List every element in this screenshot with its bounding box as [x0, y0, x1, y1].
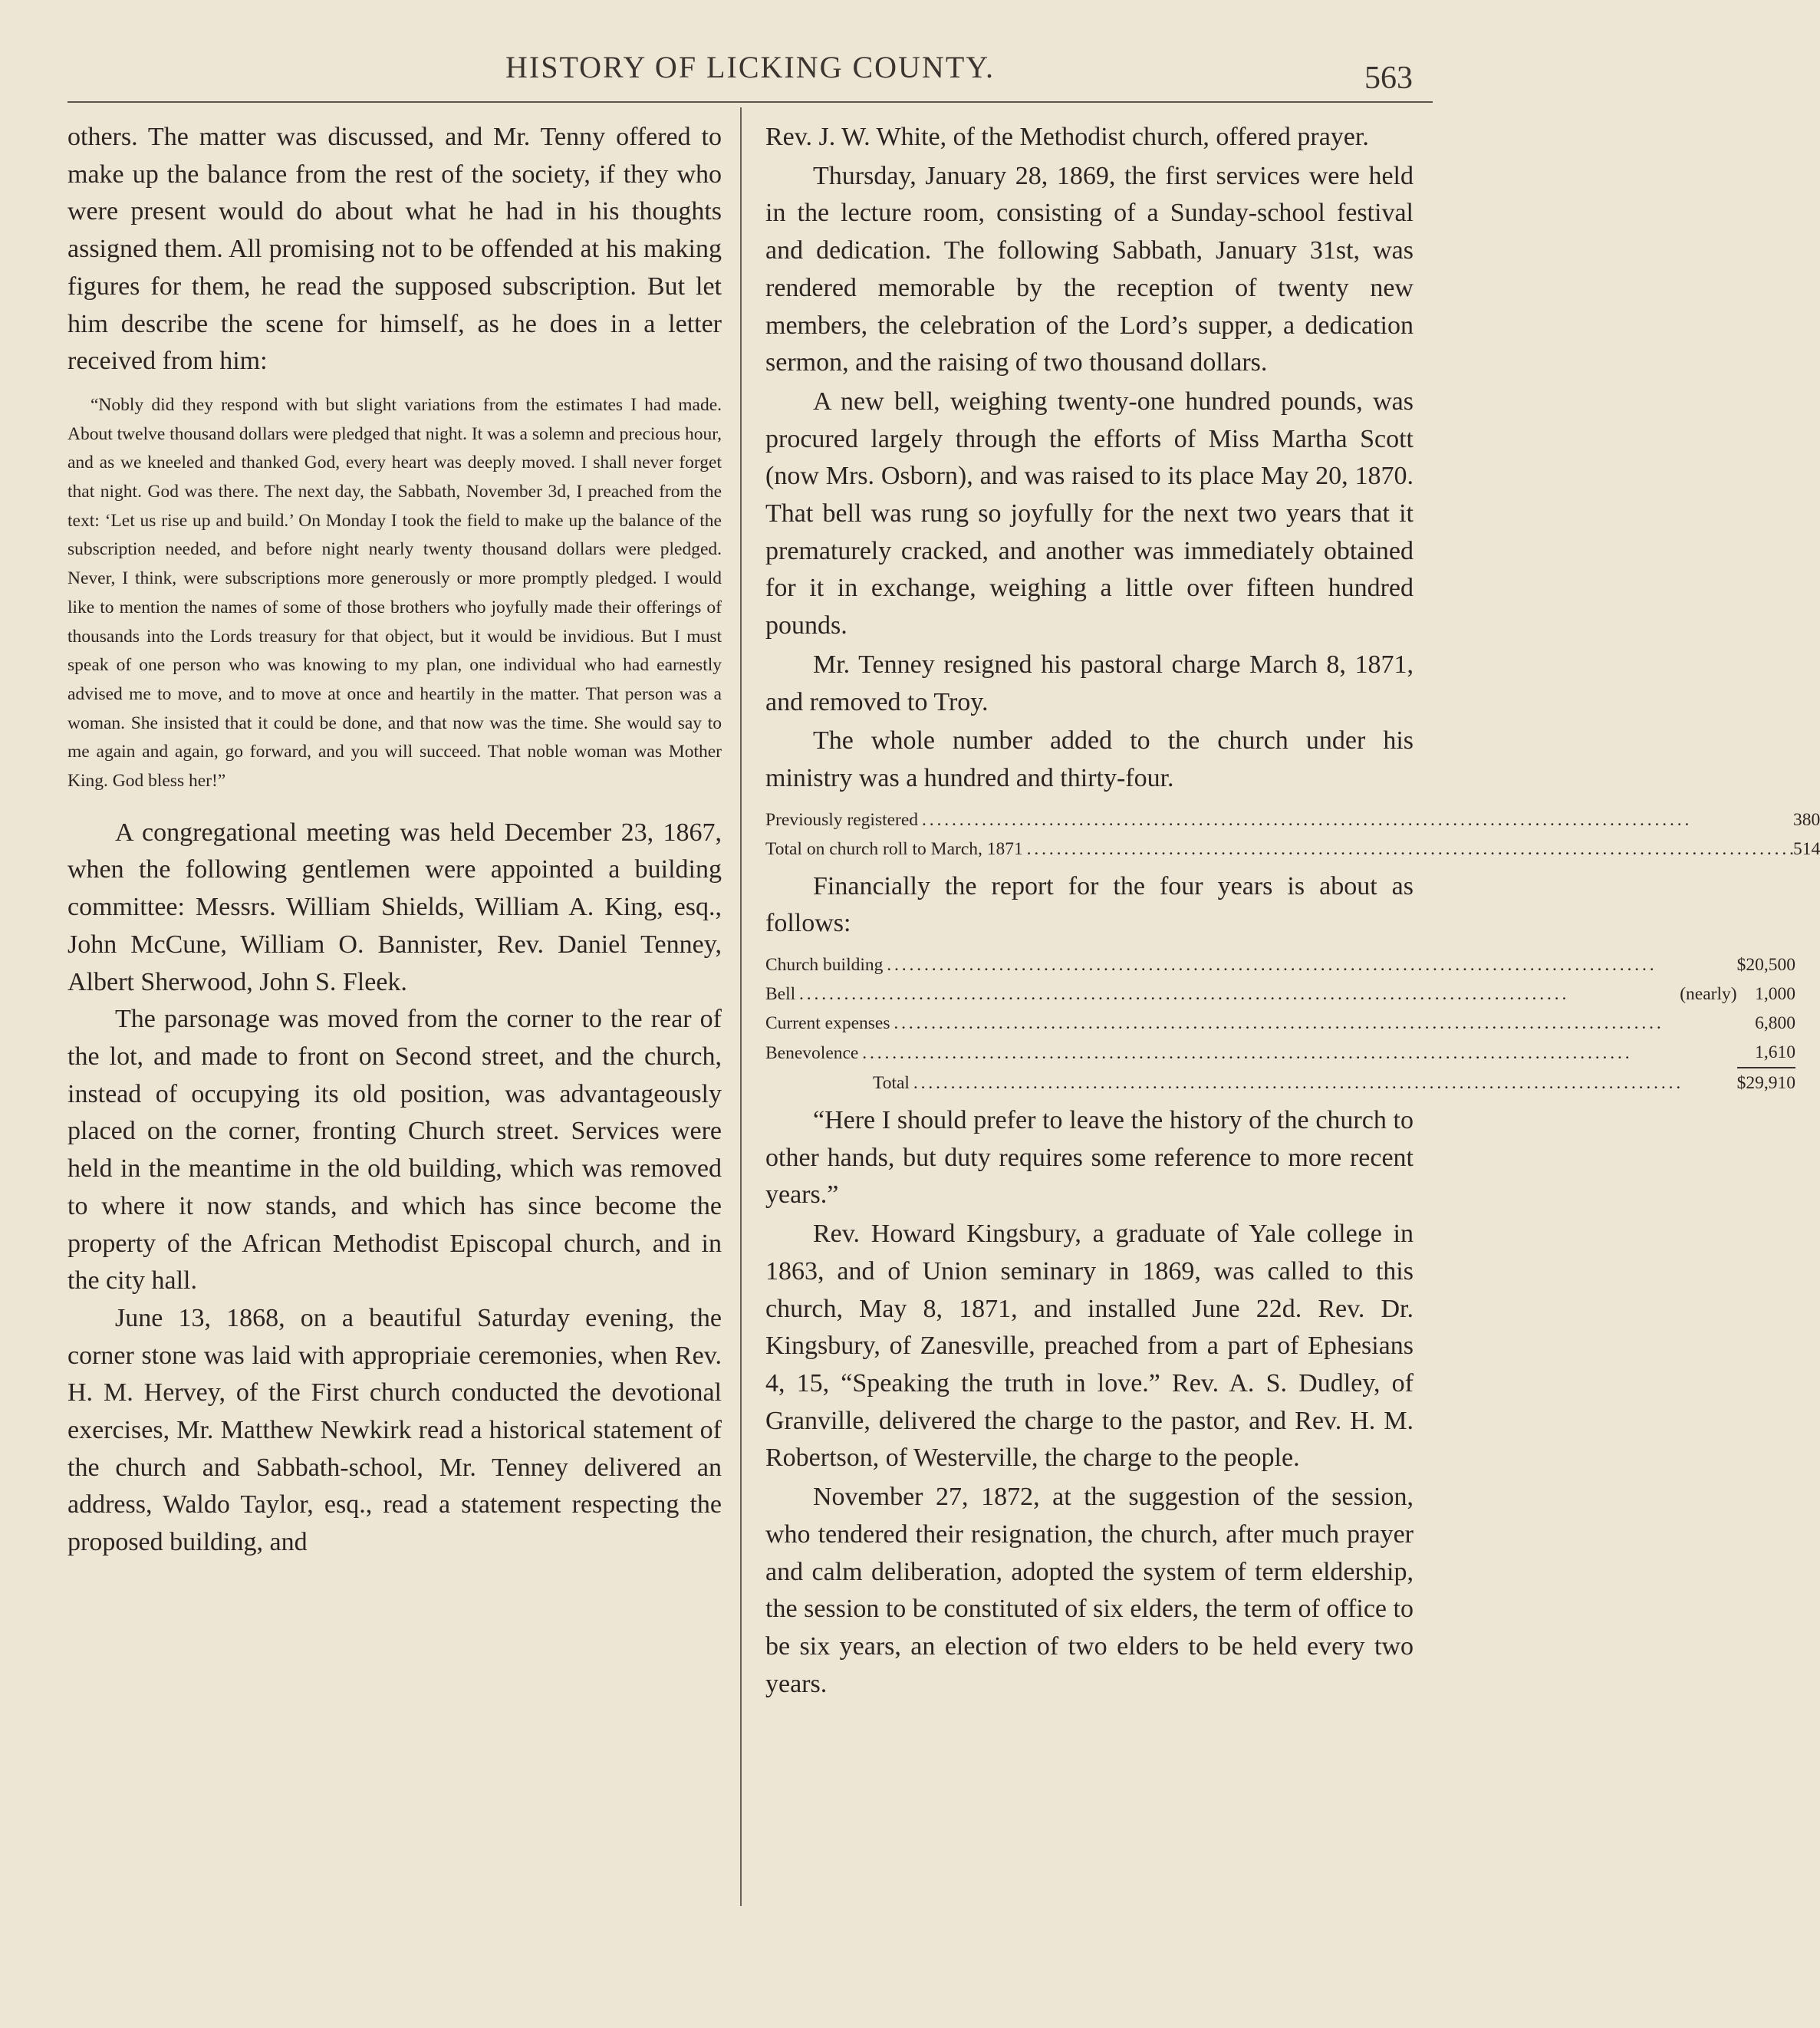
paragraph: Rev. Howard Kingsbury, a graduate of Yale college in 1863, and of Union seminary in 1869, was called to this church, May 8, 1871, and installed June 22d. Rev. Dr. Kingsbury, of Zanesville, preached from a part of Ephesians 4, 15, “Speaking the truth in love.” Rev. A. S. Dudley, of Granville, delivered the charge to the pastor, and Rev. H. M. Robertson, of Westerville, the charge to the people. [765, 1220, 1414, 1473]
paragraph: Rev. J. W. White, of the Methodist church, offered prayer. [765, 123, 1369, 151]
paragraph: November 27, 1872, at the suggestion of the session, who tendered their resignation, the church, after much prayer and calm deliberation, adopted the system of term eldership, the session to be constituted of six elders, the term of office to be six years, an election of two elders to be held every two years. [765, 1483, 1414, 1698]
paragraph: The whole number added to the church under his ministry was a hundred and thirty-four. [765, 726, 1414, 792]
total-label: Total . . . [873, 1068, 1680, 1098]
paragraph: Financially the report for the four years is about as follows: [765, 871, 1414, 938]
table-row [765, 835, 1820, 864]
total-value: $29,910 [1737, 1068, 1795, 1098]
left-column [67, 119, 722, 1562]
paragraph: June 13, 1868, on a beautiful Saturday evening, the corner stone was laid with appropriaie ceremonies, when Rev. H. M. Hervey, of the First church conducted the devotional exercises, Mr. Matthew Newkirk read a historical statement of the church and Sabbath-school, Mr. Tenney delivered an address, Waldo Taylor, esq., read a statement respecting the proposed building, and [67, 1303, 722, 1557]
row-note: (nearly) [1680, 984, 1737, 1005]
paragraph: The parsonage was moved from the corner to the rear of the lot, and made to front on Second street, and the church, instead of occupying its old position, was advantageously placed on the corner, fronting Church street. Services were held in the meantime in the old building, which was removed to where it now stands, and which has since become the property of the African Methodist Episcopal church, and in the city hall. [67, 1005, 722, 1295]
row-value: 6,800 [1755, 1013, 1795, 1034]
paragraph: A congregational meeting was held December 23, 1867, when the following gentlemen were appointed a building committee: Messrs. William Shields, William A. King, esq., John McCune, William O. Bannister, Rev. Daniel Tenney, Albert Sherwood, John S. Fleek. [67, 818, 722, 996]
column-divider [740, 107, 742, 1906]
right-column [765, 119, 1820, 1704]
running-head [0, 44, 1500, 96]
row-value: $20,500 [1736, 955, 1795, 976]
paragraph: Thursday, January 28, 1869, the first services were held in the lecture room, consisting of a Sunday-school festival and dedication. The following Sabbath, January 31st, was rendered memorable by the reception of twenty new members, the celebration of the Lord’s supper, a dedication sermon, and the raising of two thousand dollars. [765, 161, 1414, 377]
row-label: Current expenses . . . [765, 1009, 1680, 1038]
finance-table [765, 950, 1795, 1098]
row-label: Total on church roll to March, 1871 . . . [765, 835, 1793, 864]
row-note [1680, 950, 1736, 979]
paragraph: Mr. Tenney resigned his pastoral charge March 8, 1871, and removed to Troy. [765, 650, 1414, 716]
table-row [765, 1009, 1795, 1038]
table-row [765, 950, 1795, 979]
header-rule [67, 101, 1433, 103]
row-note [1680, 1009, 1736, 1038]
row-note [1680, 1038, 1736, 1068]
paragraph: “Here I should prefer to leave the history of the church to other hands, but duty requires some reference to more recent years.” [765, 1106, 1414, 1210]
row-label: Church building . . . [765, 950, 1680, 979]
row-label: Bell . . . [765, 979, 1680, 1009]
paragraph: others. The matter was discussed, and Mr. Tenny offered to make up the balance from the rest of the society, if they who were present would do about what he had in his thoughts assigned them. All promising not to be offended at his making figures for them, he read the supposed subscription. But let him describe the scene for himself, as he does in a letter received from him: [67, 123, 722, 376]
membership-table [765, 805, 1820, 864]
row-value: 380 [1793, 809, 1820, 830]
table-row [765, 805, 1820, 835]
row-value: 514 [1793, 838, 1820, 859]
table-row [765, 979, 1795, 1009]
page-title: HISTORY OF LICKING COUNTY. [505, 50, 995, 84]
table-row [765, 1038, 1795, 1068]
row-label: Benevolence . . . [765, 1039, 1680, 1068]
row-value: 1,000 [1755, 984, 1795, 1005]
row-label: Previously registered . . . [765, 805, 1793, 835]
page-number: 563 [1364, 61, 1413, 96]
total-row [765, 1068, 1795, 1098]
paragraph: A new bell, weighing twenty-one hundred pounds, was procured largely through the efforts of Miss Martha Scott (now Mrs. Osborn), and was raised to its place May 20, 1870. That bell was rung so joyfully for the next two years that it prematurely cracked, and another was immediately obtained for it in exchange, weighing a little over fifteen hundred pounds. [765, 387, 1414, 640]
letter-quote: “Nobly did they respond with but slight variations from the estimates I had made. About twelve thousand dollars were pledged that night. It was a solemn and precious hour, and as we kneeled and thanked God, every heart was deeply moved. I shall never forget that night. God was there. The next day, the Sabbath, November 3d, I preached from the text: ‘Let us rise up and build.’ On Monday I took the field to make up the balance of the subscription needed, and before night nearly twenty thousand dollars were pledged. Never, I think, were subscriptions more generously or more promptly pledged. I would like to mention the names of some of those brothers who joyfully made their offerings of thousands into the Lords treasury for that object, but it would be invidious. But I must speak of one person who was knowing to my plan, one individual who had earnestly advised me to move, and to move at once and heartily in the matter. That person was a woman. She insisted that it could be done, and that now was the time. She would say to me again and again, go forward, and you will succeed. That noble woman was Mother King. God bless her!” [67, 394, 722, 792]
row-value: 1,610 [1755, 1042, 1795, 1063]
